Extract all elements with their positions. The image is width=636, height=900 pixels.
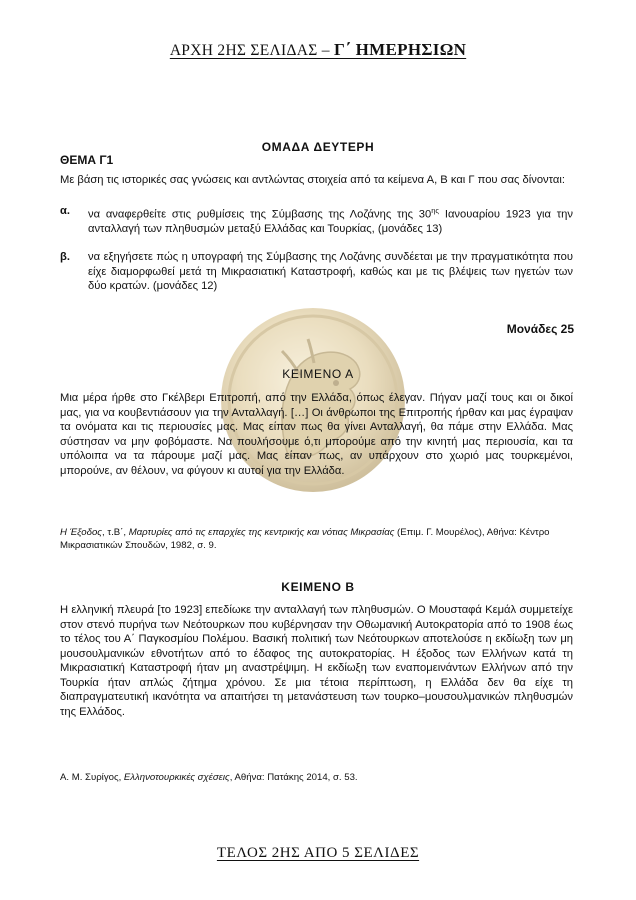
- question-intro: Με βάση τις ιστορικές σας γνώσεις και αντλώντας στοιχεία από τα κείμενα Α, Β και Γ που σας δίνονται:: [60, 174, 565, 186]
- header-suffix: Γ΄ ΗΜΕΡΗΣΙΩΝ: [334, 40, 467, 59]
- question-item-b: [60, 250, 573, 294]
- text-b-heading: ΚΕΙΜΕΝΟ Β: [281, 580, 355, 594]
- page-header: [0, 40, 636, 60]
- text-a-heading: ΚΕΙΜΕΝΟ Α: [282, 367, 354, 381]
- text-b-body: Η ελληνική πλευρά [το 1923] επεδίωκε την ανταλλαγή των πληθυσμών. Ο Μουσταφά Κεμάλ συμμετείχε στον στενό πυρήνα των Νεότουρκων που κυβέρνησαν την Οθωμανική Αυτοκρατορία από το 1908 έως το τέλος του Α΄ Παγκοσμίου Πολέμου. Βασική πολιτική των Νεότουρκων αποτελούσε η εκδίωξη των μη μουσουλμανικών εθνοτήτων από το έδαφος της αυτοκρατορίας. Η έξοδος των Ελλήνων κατά τη Μικρασιατική Καταστροφή ήταν μη αναστρέψιμη. Η εκδίωξη των εναπομεινάντων Ελλήνων από την Τουρκία ήταν απλώς ζήτημα χρόνου. Σε μια τέτοια περίπτωση, η Ελλάδα δεν θα είχε τη διαπραγματευτική ικανότητα να απαιτήσει τη μετανάστευση των τουρκο–μουσουλμανικών πληθυσμών της Ελλάδος.: [60, 604, 573, 718]
- group-title: ΟΜΑΔΑ ΔΕΥΤΕΡΗ: [261, 140, 375, 154]
- page-footer: ΤΕΛΟΣ 2ΗΣ ΑΠΟ 5 ΣΕΛΙΔΕΣ: [216, 845, 420, 861]
- header-prefix: ΑΡΧΗ 2ΗΣ ΣΕΛΙΔΑΣ –: [169, 42, 335, 59]
- item-b-text: να εξηγήσετε πώς η υπογραφή της Σύμβασης της Λοζάνης συνδέεται με την πραγματικότητα που είχε διαμορφωθεί μετά τη Μικρασιατική Καταστροφή, καθώς και με τις βλέψεις των ηγετών των δύο κρατών. (μονάδες 12): [88, 251, 573, 292]
- text-a-body: Μια μέρα ήρθε στο Γκέλβερι Επιτροπή, από την Ελλάδα, όπως έλεγαν. Πήγαν μαζί τους και οι δικοί μας, για να κουβεντιάσουν για την Ανταλλαγή. […] Οι άνθρωποι της Επιτροπής ήρθαν και μας έγραψαν τα ονόματα και τις περιουσίες μας. Μας είπαν πως θα γίνει Ανταλλαγή, θα πάμε στην Ελλάδα. Μας σύστησαν να μην φοβόμαστε. Να πουλήσουμε ό,τι μπορούμε από την κινητή μας περιουσία, και τα υπόλοιπα να τα πάρουμε μαζί μας. Μας είπαν πως, αν υπάρχουν στο χωριό μας τουρκεμένοι, μπορούνε, αν θέλουν, να φύγουν κι αυτοί για την Ελλάδα.: [60, 392, 573, 477]
- item-a-label: α.: [60, 205, 70, 217]
- marks-total: Μονάδες 25: [506, 322, 574, 336]
- item-b-label: β.: [60, 251, 70, 263]
- text-a-source: Η Έξοδος, τ.Β΄, Μαρτυρίες από τις επαρχίες της κεντρικής και νότιας Μικρασίας (Επιμ. Γ. Μουρέλος), Αθήνα: Κέντρο Μικρασιατικών Σπουδών, 1982, σ. 9.: [60, 527, 550, 551]
- text-b-source: Α. Μ. Συρίγος, Ελληνοτουρκικές σχέσεις, Αθήνα: Πατάκης 2014, σ. 53.: [60, 772, 358, 783]
- topic-title: ΘΕΜΑ Γ1: [60, 153, 114, 167]
- question-item-a: [60, 204, 573, 237]
- item-a-text: να αναφερθείτε στις ρυθμίσεις της Σύμβασης της Λοζάνης της $30^{\eta\varsigma}$ Ιανουαρίου 1923 για την ανταλλαγή των πληθυσμών μεταξύ Ελλάδας και Τουρκίας, (μονάδες 13): [88, 206, 573, 236]
